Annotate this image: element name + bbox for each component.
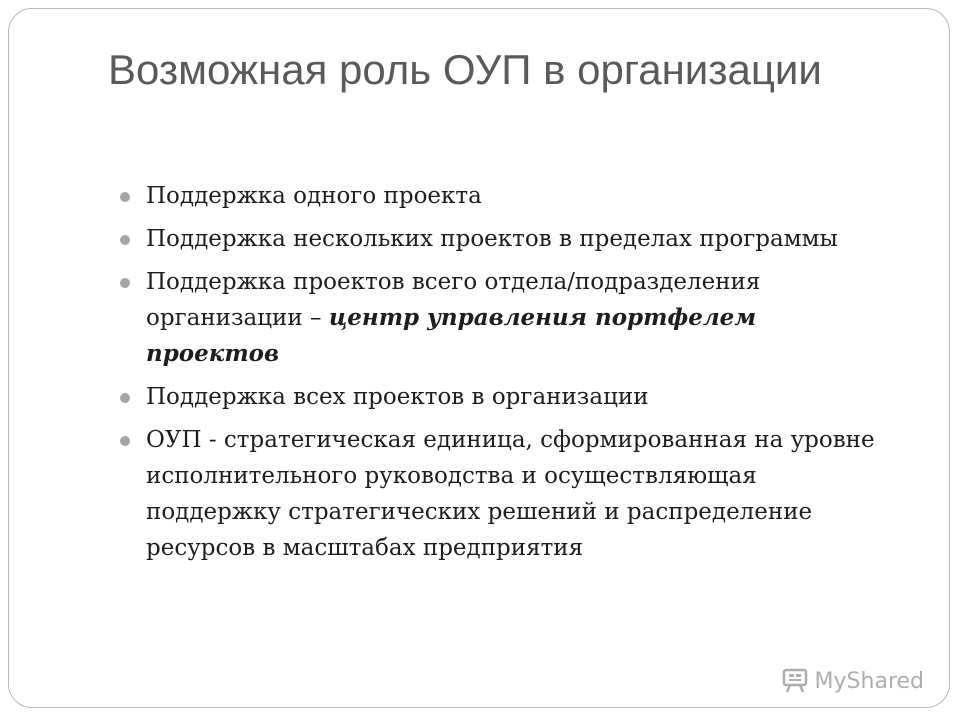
bullet-dot-icon <box>120 393 130 403</box>
bullet-dot-icon <box>120 436 130 446</box>
bullet-text: Поддержка проектов всего отдела/подразделения организации – <box>146 269 761 331</box>
bullet-dot-icon <box>120 235 130 245</box>
watermark-text: MyShared <box>814 668 924 694</box>
bullet-item <box>118 264 878 372</box>
presentation-board-icon <box>781 668 809 694</box>
bullet-dot-icon <box>120 278 130 288</box>
bullet-text: ОУП - стратегическая единица, сформированная на уровне исполнительного руководства и осуществляющая поддержку стратегических решений и распределение ресурсов в масштабах предприятия <box>146 427 875 561</box>
bullet-item <box>118 221 878 257</box>
bullet-text: Поддержка нескольких проектов в пределах программы <box>146 226 838 252</box>
bullet-item <box>118 379 878 415</box>
slide-title: Возможная роль ОУП в организации <box>108 46 822 93</box>
watermark <box>781 668 924 694</box>
bullet-item <box>118 178 878 214</box>
bullet-text: Поддержка всех проектов в организации <box>146 384 649 410</box>
bullet-list <box>118 178 878 573</box>
bullet-item <box>118 422 878 566</box>
bullet-dot-icon <box>120 192 130 202</box>
bullet-text: Поддержка одного проекта <box>146 183 482 209</box>
bullet-emphasis-text: центр управления портфелем проектов <box>146 304 757 367</box>
